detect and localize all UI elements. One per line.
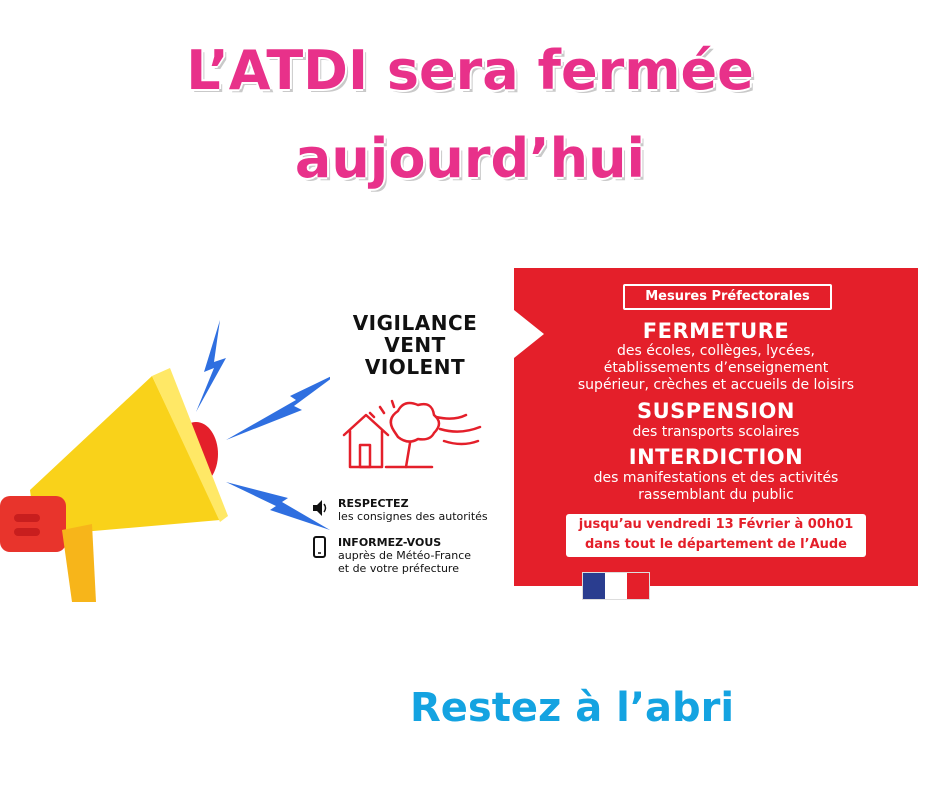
fermeture-line: supérieur, crèches et accueils de loisirs [577, 377, 855, 393]
advice-text: et de votre préfecture [338, 562, 459, 575]
vigilance-title-line: VIOLENT [364, 355, 466, 379]
until-line: dans tout le département de l’Aude [584, 537, 848, 552]
prefecture-measures-panel [514, 268, 918, 586]
interdiction-line: rassemblant du public [638, 487, 794, 503]
phone-icon [312, 536, 328, 558]
interdiction-title: INTERDICTION [628, 445, 804, 469]
advice-heading: INFORMEZ-VOUS [338, 536, 442, 549]
storm-house-icon [336, 395, 496, 480]
vigilance-title [330, 312, 500, 378]
lightning-bolt-icon [196, 320, 226, 412]
speaker-icon [312, 497, 328, 519]
headline-line-2: aujourd’hui [294, 127, 646, 190]
vigilance-title-line: VENT [384, 333, 446, 357]
fermeture-line: établissements d’enseignement [603, 360, 829, 376]
suspension-line: des transports scolaires [632, 424, 800, 440]
until-line: jusqu’au vendredi 13 Février à 00h01 [578, 517, 854, 532]
until-date-box [566, 514, 866, 557]
republique-francaise-logo [582, 572, 650, 600]
headline-line-1: L’ATDI sera fermée [186, 39, 754, 102]
suspension-title: SUSPENSION [637, 399, 795, 423]
advice-text: auprès de Météo-France [338, 549, 472, 562]
measures-badge: Mesures Préfectorales [623, 284, 832, 310]
interdiction-line: des manifestations et des activités [593, 470, 839, 486]
vigilance-title-line: VIGILANCE [352, 311, 478, 335]
panel-notch [514, 310, 544, 358]
lightning-bolt-icon [226, 372, 330, 440]
fermeture-line: des écoles, collèges, lycées, [616, 343, 815, 359]
fermeture-title: FERMETURE [642, 319, 790, 343]
advice-heading: RESPECTEZ [338, 497, 409, 510]
stay-sheltered-message: Restez à l’abri [410, 685, 735, 731]
megaphone-icon [0, 310, 330, 610]
advice-text: les consignes des autorités [338, 510, 488, 523]
